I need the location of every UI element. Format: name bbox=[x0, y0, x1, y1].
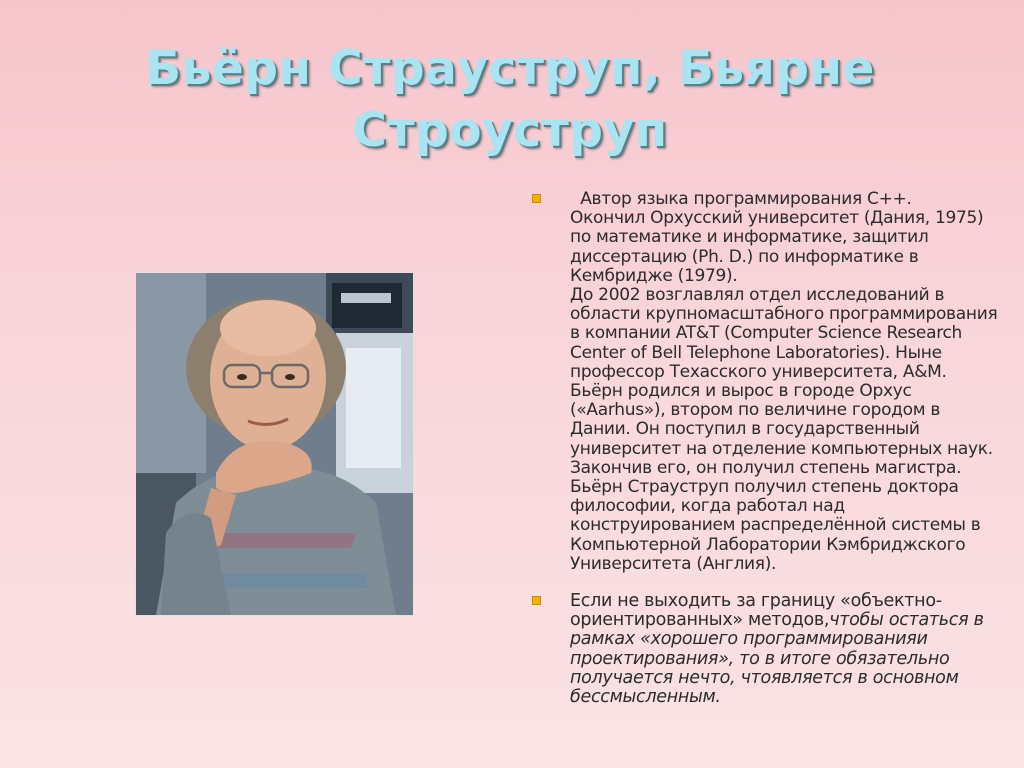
person-portrait-icon bbox=[136, 273, 413, 615]
bullet-square-icon bbox=[532, 194, 541, 203]
content-area bbox=[530, 190, 1000, 707]
quote-italic: чтобы остаться в рамках «хорошего программированияи проектирования», то в итоге обязательно получается нечто, чтоявляется в основном бессмысленным. bbox=[570, 610, 984, 708]
bio-paragraph-3: До 2002 возглавлял отдел исследований в области крупномасштабного программирования в компании AT&T (Computer Science Research Center of Bell Telephone Laboratories). Ныне профессор Техасского университета, A&M. bbox=[570, 285, 998, 382]
slide-title bbox=[60, 38, 960, 162]
quote-text bbox=[570, 592, 1000, 707]
title-line-1: Бьёрн Страуструп, Бьярне bbox=[145, 41, 875, 96]
title-line-2: Строуструп bbox=[352, 103, 668, 158]
bullet-square-icon bbox=[532, 596, 541, 605]
portrait-photo bbox=[135, 272, 414, 616]
bio-paragraph-1: Автор языка программирования C++. bbox=[570, 189, 912, 209]
bio-paragraph-5: Бьёрн Страуструп получил степень доктора философии, когда работал над конструированием распределённой системы в Компьютерной Лаборатории Кэмбриджского Университета (Англия). bbox=[570, 477, 981, 574]
bullet-biography bbox=[530, 190, 1000, 574]
bio-paragraph-2: Окончил Орхусский университет (Дания, 1975) по математике и информатике, защитил диссертацию (Ph. D.) по информатике в Кембридже (1979). bbox=[570, 208, 984, 286]
bullet-quote bbox=[530, 592, 1000, 707]
bio-paragraph-4: Бьёрн родился и вырос в городе Орхус («Aarhus»), втором по величине городом в Дании. Он поступил в государственный университет на отделение компьютерных наук. Закончив его, он получил степень магистра. bbox=[570, 381, 993, 478]
quote-plain: Если не выходить за границу «объектно-ориентированных» методов, bbox=[570, 591, 942, 631]
